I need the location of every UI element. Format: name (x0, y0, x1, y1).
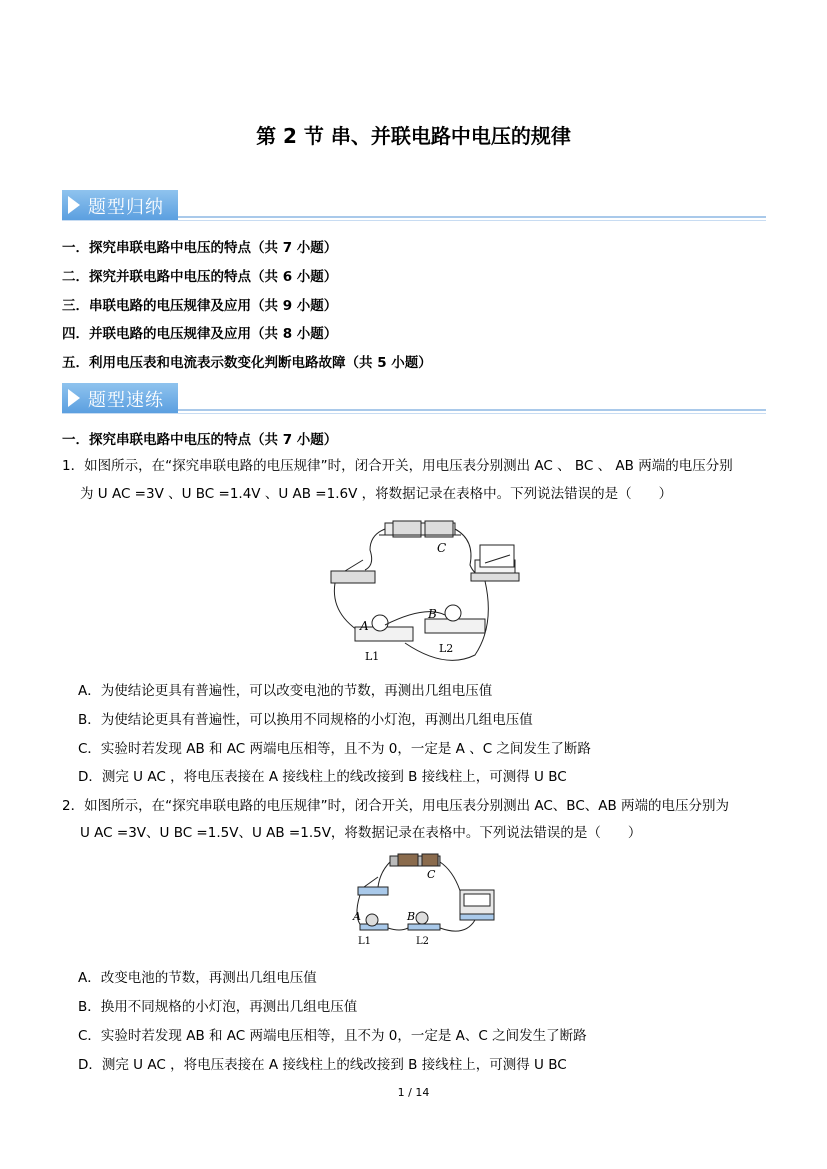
arrow-icon (68, 389, 80, 407)
page-title: 第 2 节 串、并联电路中电压的规律 (256, 124, 571, 148)
label-b: B (428, 607, 437, 621)
option-b[interactable]: B．为使结论更具有普遍性，可以换用不同规格的小灯泡，再测出几组电压值 (78, 712, 533, 728)
banner-label: 题型归纳 (88, 197, 164, 218)
section-banner-practice (62, 383, 766, 417)
label-a: A (353, 910, 361, 923)
option-c[interactable]: C．实验时若发现 AB 和 AC 两端电压相等，且不为 0，一定是 A、C 之间发生了断路 (78, 1028, 587, 1044)
divider (62, 413, 766, 414)
toc-item[interactable]: 五．利用电压表和电流表示数变化判断电路故障（共 5 小题） (62, 355, 432, 371)
section-heading: 一．探究串联电路中电压的特点（共 7 小题） (62, 432, 338, 448)
label-c: C (437, 541, 447, 555)
divider (178, 409, 766, 411)
option-b[interactable]: B．换用不同规格的小灯泡，再测出几组电压值 (78, 999, 358, 1015)
page-number: 1 / 14 (397, 1086, 430, 1099)
option-c[interactable]: C．实验时若发现 AB 和 AC 两端电压相等，且不为 0，一定是 A 、C 之间发生了断路 (78, 741, 591, 757)
toc-item[interactable]: 四．并联电路的电压规律及应用（共 8 小题） (62, 326, 338, 342)
option-d[interactable]: D．测完 U AC ，将电压表接在 A 接线柱上的线改接到 B 接线柱上，可测得 U BC (78, 1057, 567, 1073)
banner-tab (62, 383, 178, 413)
divider (62, 220, 766, 221)
label-l1: L1 (365, 650, 380, 663)
option-a[interactable]: A．改变电池的节数，再测出几组电压值 (78, 970, 317, 986)
question-1-stem-line1: 1．如图所示，在“探究串联电路的电压规律”时，闭合开关，用电压表分别测出 AC 、 BC 、 AB 两端的电压分别 (62, 458, 733, 474)
label-b: B (407, 910, 416, 923)
arrow-icon (68, 196, 80, 214)
question-1-stem-line2: 为 U AC =3V 、U BC =1.4V 、U AB =1.6V ，将数据记录在表格中。下列说法错误的是（ ） (80, 486, 673, 502)
banner-tab (62, 190, 178, 220)
circuit-diagram-1 (325, 515, 525, 670)
section-banner-summary (62, 190, 766, 224)
toc-item[interactable]: 一．探究串联电路中电压的特点（共 7 小题） (62, 240, 338, 256)
label-a: A (360, 619, 369, 633)
label-c: C (427, 868, 436, 881)
option-d[interactable]: D．测完 U AC ，将电压表接在 A 接线柱上的线改接到 B 接线柱上，可测得 U BC (78, 769, 567, 785)
toc-item[interactable]: 二．探究并联电路中电压的特点（共 6 小题） (62, 269, 338, 285)
question-2-stem-line1: 2．如图所示，在“探究串联电路的电压规律”时，闭合开关，用电压表分别测出 AC、BC、AB 两端的电压分别为 (62, 798, 730, 814)
question-2-stem-line2: U AC =3V、U BC =1.5V、U AB =1.5V，将数据记录在表格中。下列说法错误的是（ ） (80, 825, 642, 841)
circuit-diagram-2 (350, 852, 500, 952)
label-l2: L2 (439, 642, 454, 655)
banner-label: 题型速练 (88, 390, 164, 411)
divider (178, 216, 766, 218)
label-l1: L1 (358, 936, 372, 947)
label-l2: L2 (416, 936, 430, 947)
toc-item[interactable]: 三．串联电路的电压规律及应用（共 9 小题） (62, 298, 338, 314)
option-a[interactable]: A．为使结论更具有普遍性，可以改变电池的节数，再测出几组电压值 (78, 683, 493, 699)
